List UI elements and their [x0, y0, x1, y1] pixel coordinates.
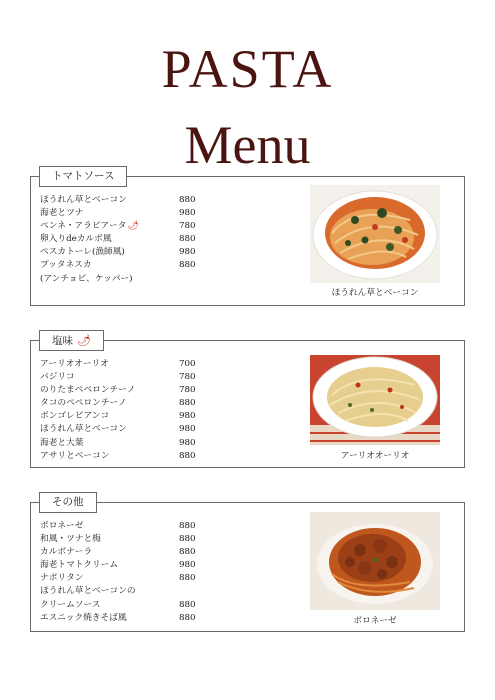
item-price: 880 [179, 599, 196, 610]
section-others [30, 496, 465, 632]
item-price: 880 [179, 450, 196, 461]
chili-pepper-icon: 🌶 [77, 334, 91, 347]
item-price: 880 [179, 534, 196, 545]
item-name: 卵入りdeカルボ風 [40, 234, 112, 245]
item-name: 海老トマトクリーム [40, 560, 119, 571]
item-name: ボロネーゼ [40, 521, 84, 531]
item-price: 980 [179, 560, 196, 571]
item-name: ナポリタン [40, 573, 84, 584]
section-tab [39, 166, 127, 187]
item-price: 880 [179, 573, 196, 584]
item-name: ペスカトーレ(漁師風) [40, 247, 125, 258]
item-name: ペンネ・アラビアータ🌶 [40, 221, 139, 232]
item-price: 980 [179, 437, 196, 448]
section-title: トマトソース [52, 170, 115, 182]
item-name: ほうれん草とベーコン [40, 424, 127, 435]
section-title: 塩味 [52, 335, 73, 347]
item-name: ほうれん草とベーコンの [40, 586, 136, 597]
item-price: 880 [179, 195, 196, 205]
chili-pepper-icon: 🌶 [127, 221, 139, 232]
item-name: アーリオオーリオ [40, 359, 109, 369]
item-name: アサリとベーコン [40, 450, 110, 461]
item-name: プッタネスカ [40, 260, 92, 271]
item-name: (アンチョビ、ケッパー) [40, 273, 133, 284]
item-name: 和風・ツナと梅 [40, 534, 101, 545]
photo-caption: ほうれん草とベーコン [331, 288, 419, 298]
section-tomato-sauce [30, 170, 465, 306]
item-price: 700 [179, 359, 196, 369]
item-name: バジリコ [40, 372, 75, 383]
item-price: 880 [179, 547, 196, 558]
item-price: 980 [179, 411, 196, 422]
item-name: 海老とツナ [40, 208, 84, 219]
dish-photo-aglio-olio [310, 355, 440, 445]
menu-title-menu: Menu [184, 115, 311, 175]
item-name: エスニック焼きそば風 [40, 612, 127, 623]
item-name: クリームソース [40, 599, 101, 610]
section-tab [39, 492, 97, 513]
section-salt [30, 334, 465, 468]
item-price: 780 [179, 372, 196, 383]
item-price: 980 [179, 424, 196, 435]
section-title: その他 [52, 496, 84, 508]
item-name: 海老と大葉 [40, 437, 84, 448]
item-name: ほうれん草とベーコン [40, 195, 127, 205]
item-price: 880 [179, 398, 196, 409]
item-price: 880 [179, 234, 196, 245]
item-price: 880 [179, 612, 196, 623]
item-price: 880 [179, 521, 196, 531]
item-price: 780 [179, 385, 196, 396]
item-price: 780 [179, 221, 196, 232]
item-name: カルボナーラ [40, 547, 93, 558]
item-name: ボンゴレビアンコ [40, 411, 110, 422]
dish-photo-spinach-bacon [310, 185, 440, 283]
photo-caption: アーリオオーリオ [340, 451, 410, 461]
menu-title-pasta: PASTA [161, 39, 334, 99]
item-name: タコのペペロンチーノ [40, 398, 127, 409]
section-tab [39, 330, 104, 351]
item-name: のりたまペペロンチーノ [40, 385, 136, 396]
photo-caption: ボロネーゼ [353, 616, 397, 626]
dish-photo-bolognese [310, 512, 440, 610]
item-price: 980 [179, 208, 196, 219]
item-price: 980 [179, 247, 196, 258]
item-price: 880 [179, 260, 196, 271]
